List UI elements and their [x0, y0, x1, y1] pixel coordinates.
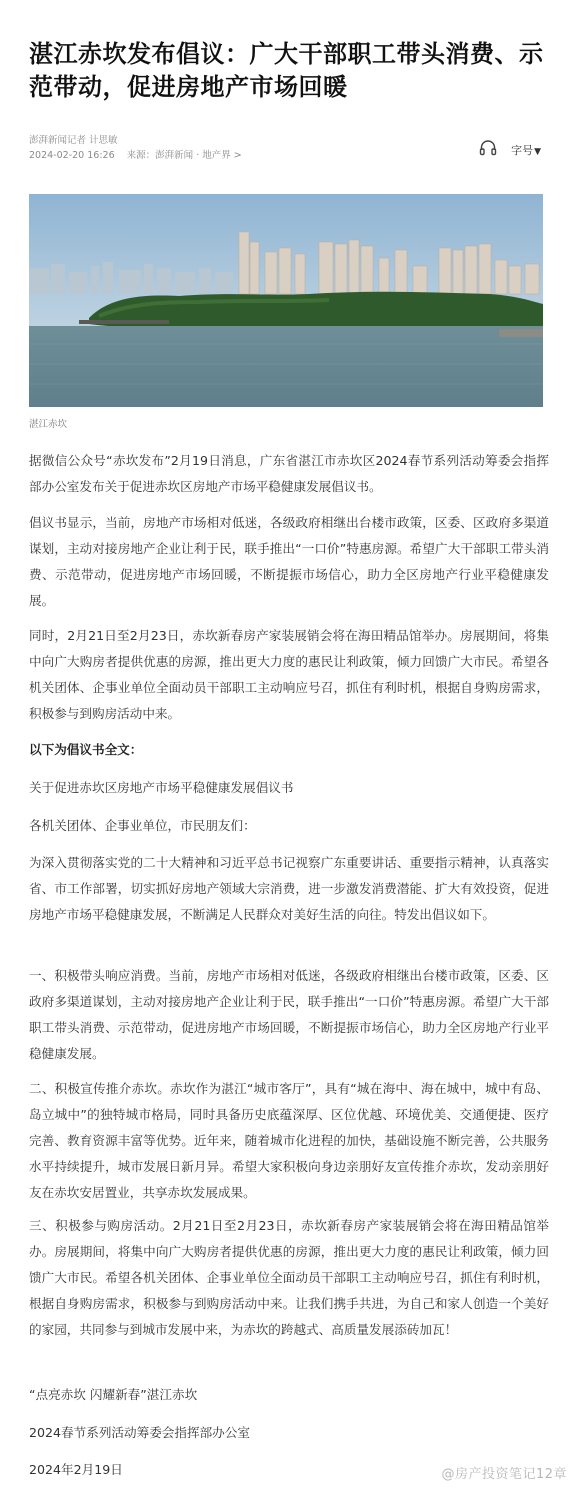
paragraph-heading: 以下为倡议书全文： [29, 742, 143, 757]
paragraph-point-1: 一、积极带头响应消费。当前，房地产市场相对低迷，各级政府相继出台楼市政策，区委、区政府多渠道谋划，主动对接房地产企业让利于民，联手推出“一口价”特惠房源。希望广大干部职工带头消费、示范带动，促进房地产市场回暖，不断提振市场信心，助力全区房地产行业平稳健康发展。 [29, 968, 549, 1061]
paragraph-1: 据微信公众号“赤坎发布”2月19日消息，广东省湛江市赤坎区2024春节系列活动筹委会指挥部办公室发布关于促进赤坎区房地产市场平稳健康发展倡议书。 [29, 453, 549, 494]
paragraph-office: 2024春节系列活动筹委会指挥部办公室 [29, 1425, 250, 1440]
paragraph-salutation: 各机关团体、企事业单位，市民朋友们： [29, 818, 256, 833]
caret-down-icon: ▼ [534, 146, 541, 157]
paragraph-point-2: 二、积极宣传推介赤坎。赤坎作为湛江“城市客厅”，具有“城在海中、海在城中，城中有岛、岛立城中”的独特城市格局，同时具备历史底蕴深厚、区位优越、环境优美、交通便捷、医疗完善、教育资源丰富等优势。近年来，随着城市化进程的加快，基础设施不断完善，公共服务水平持续提升，城市发展日新月异。希望大家积极向身边亲朋好友宣传推介赤坎，发动亲朋好友在赤坎安居置业，共享赤坎发展成果。 [29, 1081, 549, 1200]
author-line: 澎湃新闻记者 计思敏 [29, 135, 118, 146]
paragraph-point-3: 三、积极参与购房活动。2月21日至2月23日，赤坎新春房产家装展销会将在海田精品馆举办。房展期间，将集中向广大购房者提供优惠的房源，推出更大力度的惠民让利政策，倾力回馈广大市民。希望各机关团体、企事业单位全面动员干部职工主动响应号召，抓住有利时机，根据自身购房需求，积极参与到购房活动中来。让我们携手共进，为自己和家人创造一个美好的家园，共同参与到城市发展中来，为赤坎的跨越式、高质量发展添砖加瓦！ [29, 1218, 549, 1337]
image-caption: 湛江赤坎 [29, 419, 68, 430]
article-title: 湛江赤坎发布倡议：广大干部职工带头消费、示范带动，促进房地产市场回暖 [29, 40, 544, 102]
paragraph-date: 2024年2月19日 [29, 1462, 123, 1477]
article-tools [479, 139, 541, 160]
paragraph-2: 倡议书显示，当前，房地产市场相对低迷，各级政府相继出台楼市政策，区委、区政府多渠道谋划，主动对接房地产企业让利于民，联手推出“一口价”特惠房源。希望广大干部职工带头消费、示范带动，促进房地产市场回暖，不断提振市场信心，助力全区房地产行业平稳健康发展。 [29, 515, 549, 608]
headphone-icon[interactable] [479, 139, 497, 160]
paragraph-doc-title: 关于促进赤坎区房地产市场平稳健康发展倡议书 [29, 780, 294, 795]
publish-date: 2024-02-20 16:26 [29, 150, 115, 161]
date-source-line [29, 150, 242, 162]
paragraph-3: 同时，2月21日至2月23日，赤坎新春房产家装展销会将在海田精品馆举办。房展期间，将集中向广大购房者提供优惠的房源，推出更大力度的惠民让利政策，倾力回馈广大市民。希望各机关团体、企事业单位全面动员干部职工主动响应号召，抓住有利时机，根据自身购房需求，积极参与到购房活动中来。 [29, 628, 549, 721]
article-photo [29, 194, 543, 407]
paragraph-slogan: “点亮赤坎 闪耀新春”湛江赤坎 [29, 1387, 198, 1402]
font-size-label: 字号 [511, 143, 534, 157]
font-size-button[interactable] [511, 142, 541, 158]
watermark: @房产投资笔记12章 [441, 1467, 567, 1482]
source-link[interactable]: 来源：澎湃新闻 · 地产界 > [126, 150, 242, 161]
paragraph-intro: 为深入贯彻落实党的二十大精神和习近平总书记视察广东重要讲话、重要指示精神，认真落实省、市工作部署，切实抓好房地产领域大宗消费，进一步激发消费潜能、扩大有效投资，促进房地产市场平稳健康发展，不断满足人民群众对美好生活的向往。特发出倡议如下。 [29, 855, 549, 922]
